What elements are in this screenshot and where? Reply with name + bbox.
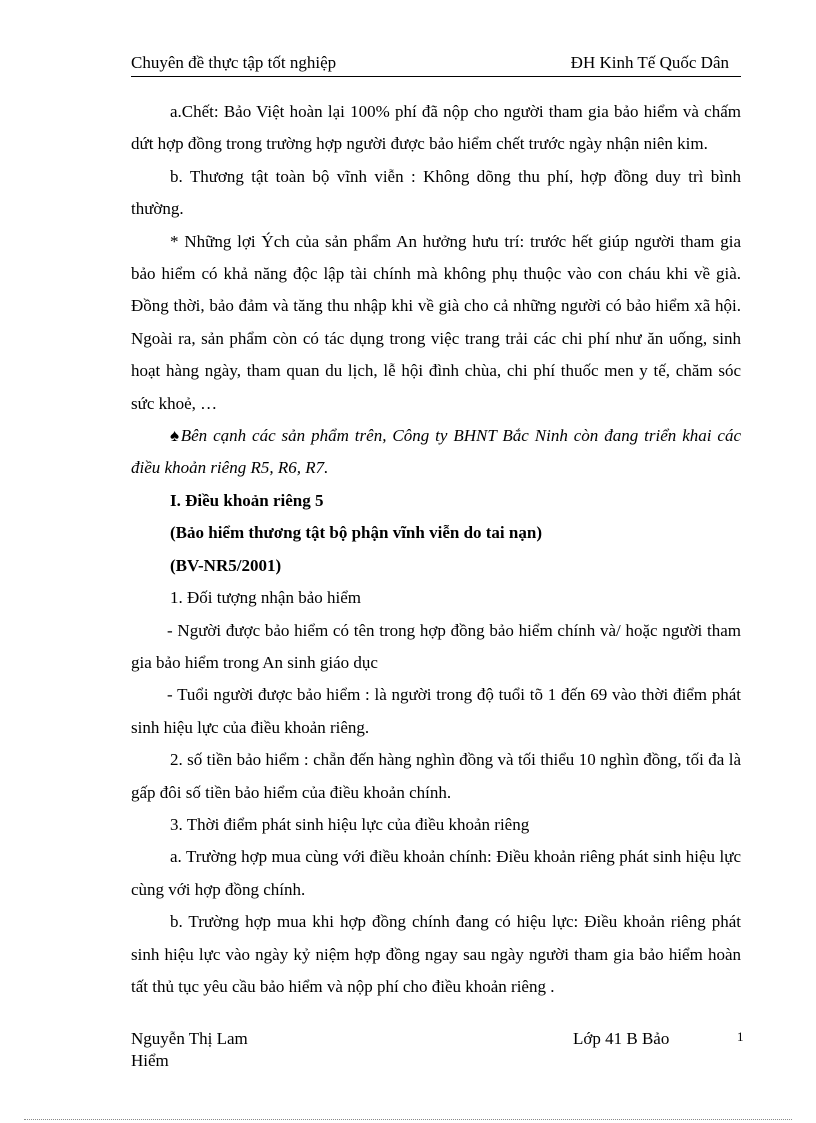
document-body xyxy=(131,96,741,1003)
subsection-heading-insured: 1. Đối tượng nhận bảo hiểm xyxy=(170,588,362,608)
section-subtitle: (Bảo hiểm thương tật bộ phận vĩnh viễn do tai nạn) xyxy=(170,523,542,543)
paragraph-insured-age: - Tuổi người được bảo hiểm : là người trong độ tuổi tõ 1 đến 69 vào thời điểm phát sinh hiệu lực của điều khoản riêng. xyxy=(131,685,741,737)
paragraph-benefits: * Những lợi Ých của sản phẩm An hưởng hưu trí: trước hết giúp người tham gia bảo hiểm có khả năng độc lập tài chính mà không phụ thuộc vào con cháu khi về già. Đồng thời, bảo đảm và tăng thu nhập khi về già cho cả những người có bảo hiểm xã hội. Ngoài ra, sản phẩm còn có tác dụng trong việc trang trải các chi phí như ăn uống, sinh hoạt hàng ngày, tham quan du lịch, lễ hội đình chùa, chi phí thuốc men y tế, chăm sóc sức khoẻ, … xyxy=(131,231,741,413)
header-title: Chuyên đề thực tập tốt nghiệp xyxy=(131,53,337,72)
subsection-heading-effective: 3. Thời điểm phát sinh hiệu lực của điều khoản riêng xyxy=(170,814,530,834)
section-heading: I. Điều khoản riêng 5 xyxy=(170,490,324,510)
page-header xyxy=(131,52,741,77)
paragraph-effective-a: a. Trường hợp mua cùng với điều khoản chính: Điều khoản riêng phát sinh hiệu lực cùng với hợp đồng chính. xyxy=(131,847,741,899)
footer-author: Nguyễn Thị Lam xyxy=(131,1029,248,1048)
paragraph-effective-b: b. Trường hợp mua khi hợp đồng chính đang có hiệu lực: Điều khoản riêng phát sinh hiệu lực vào ngày kỷ niệm hợp đồng ngay sau ngày người tham gia bảo hiểm hoàn tất thủ tục yêu cầu bảo hiểm và nộp phí cho điều khoản riêng . xyxy=(131,912,741,996)
section-code: (BV-NR5/2001) xyxy=(170,555,282,575)
page-bottom-divider xyxy=(24,1119,792,1120)
paragraph-other-products: ♠Bên cạnh các sản phẩm trên, Công ty BHNT Bắc Ninh còn đang triển khai các điều khoản riêng R5, R6, R7. xyxy=(131,426,741,478)
paragraph-death-benefit: a.Chết: Bảo Việt hoàn lại 100% phí đã nộp cho người tham gia bảo hiểm và chấm dứt hợp đồng trong trường hợp người được bảo hiểm chết trước ngày nhận niên kim. xyxy=(131,102,741,154)
paragraph-disability: b. Thương tật toàn bộ vĩnh viễn : Không dõng thu phí, hợp đồng duy trì bình thường. xyxy=(131,166,741,219)
page-number: 1 xyxy=(737,1029,744,1044)
footer-class-continued: Hiểm xyxy=(131,1051,169,1070)
paragraph-sum-insured: 2. số tiền bảo hiểm : chẵn đến hàng nghìn đồng và tối thiểu 10 nghìn đồng, tối đa là gấp đôi số tiền bảo hiểm của điều khoản chính. xyxy=(131,750,741,802)
paragraph-insured-person: - Người được bảo hiểm có tên trong hợp đồng bảo hiểm chính và/ hoặc người tham gia bảo hiểm trong An sinh giáo dục xyxy=(131,620,741,672)
footer-class: Lớp 41 B Bảo xyxy=(573,1029,670,1048)
header-university: ĐH Kinh Tế Quốc Dân xyxy=(570,53,729,72)
